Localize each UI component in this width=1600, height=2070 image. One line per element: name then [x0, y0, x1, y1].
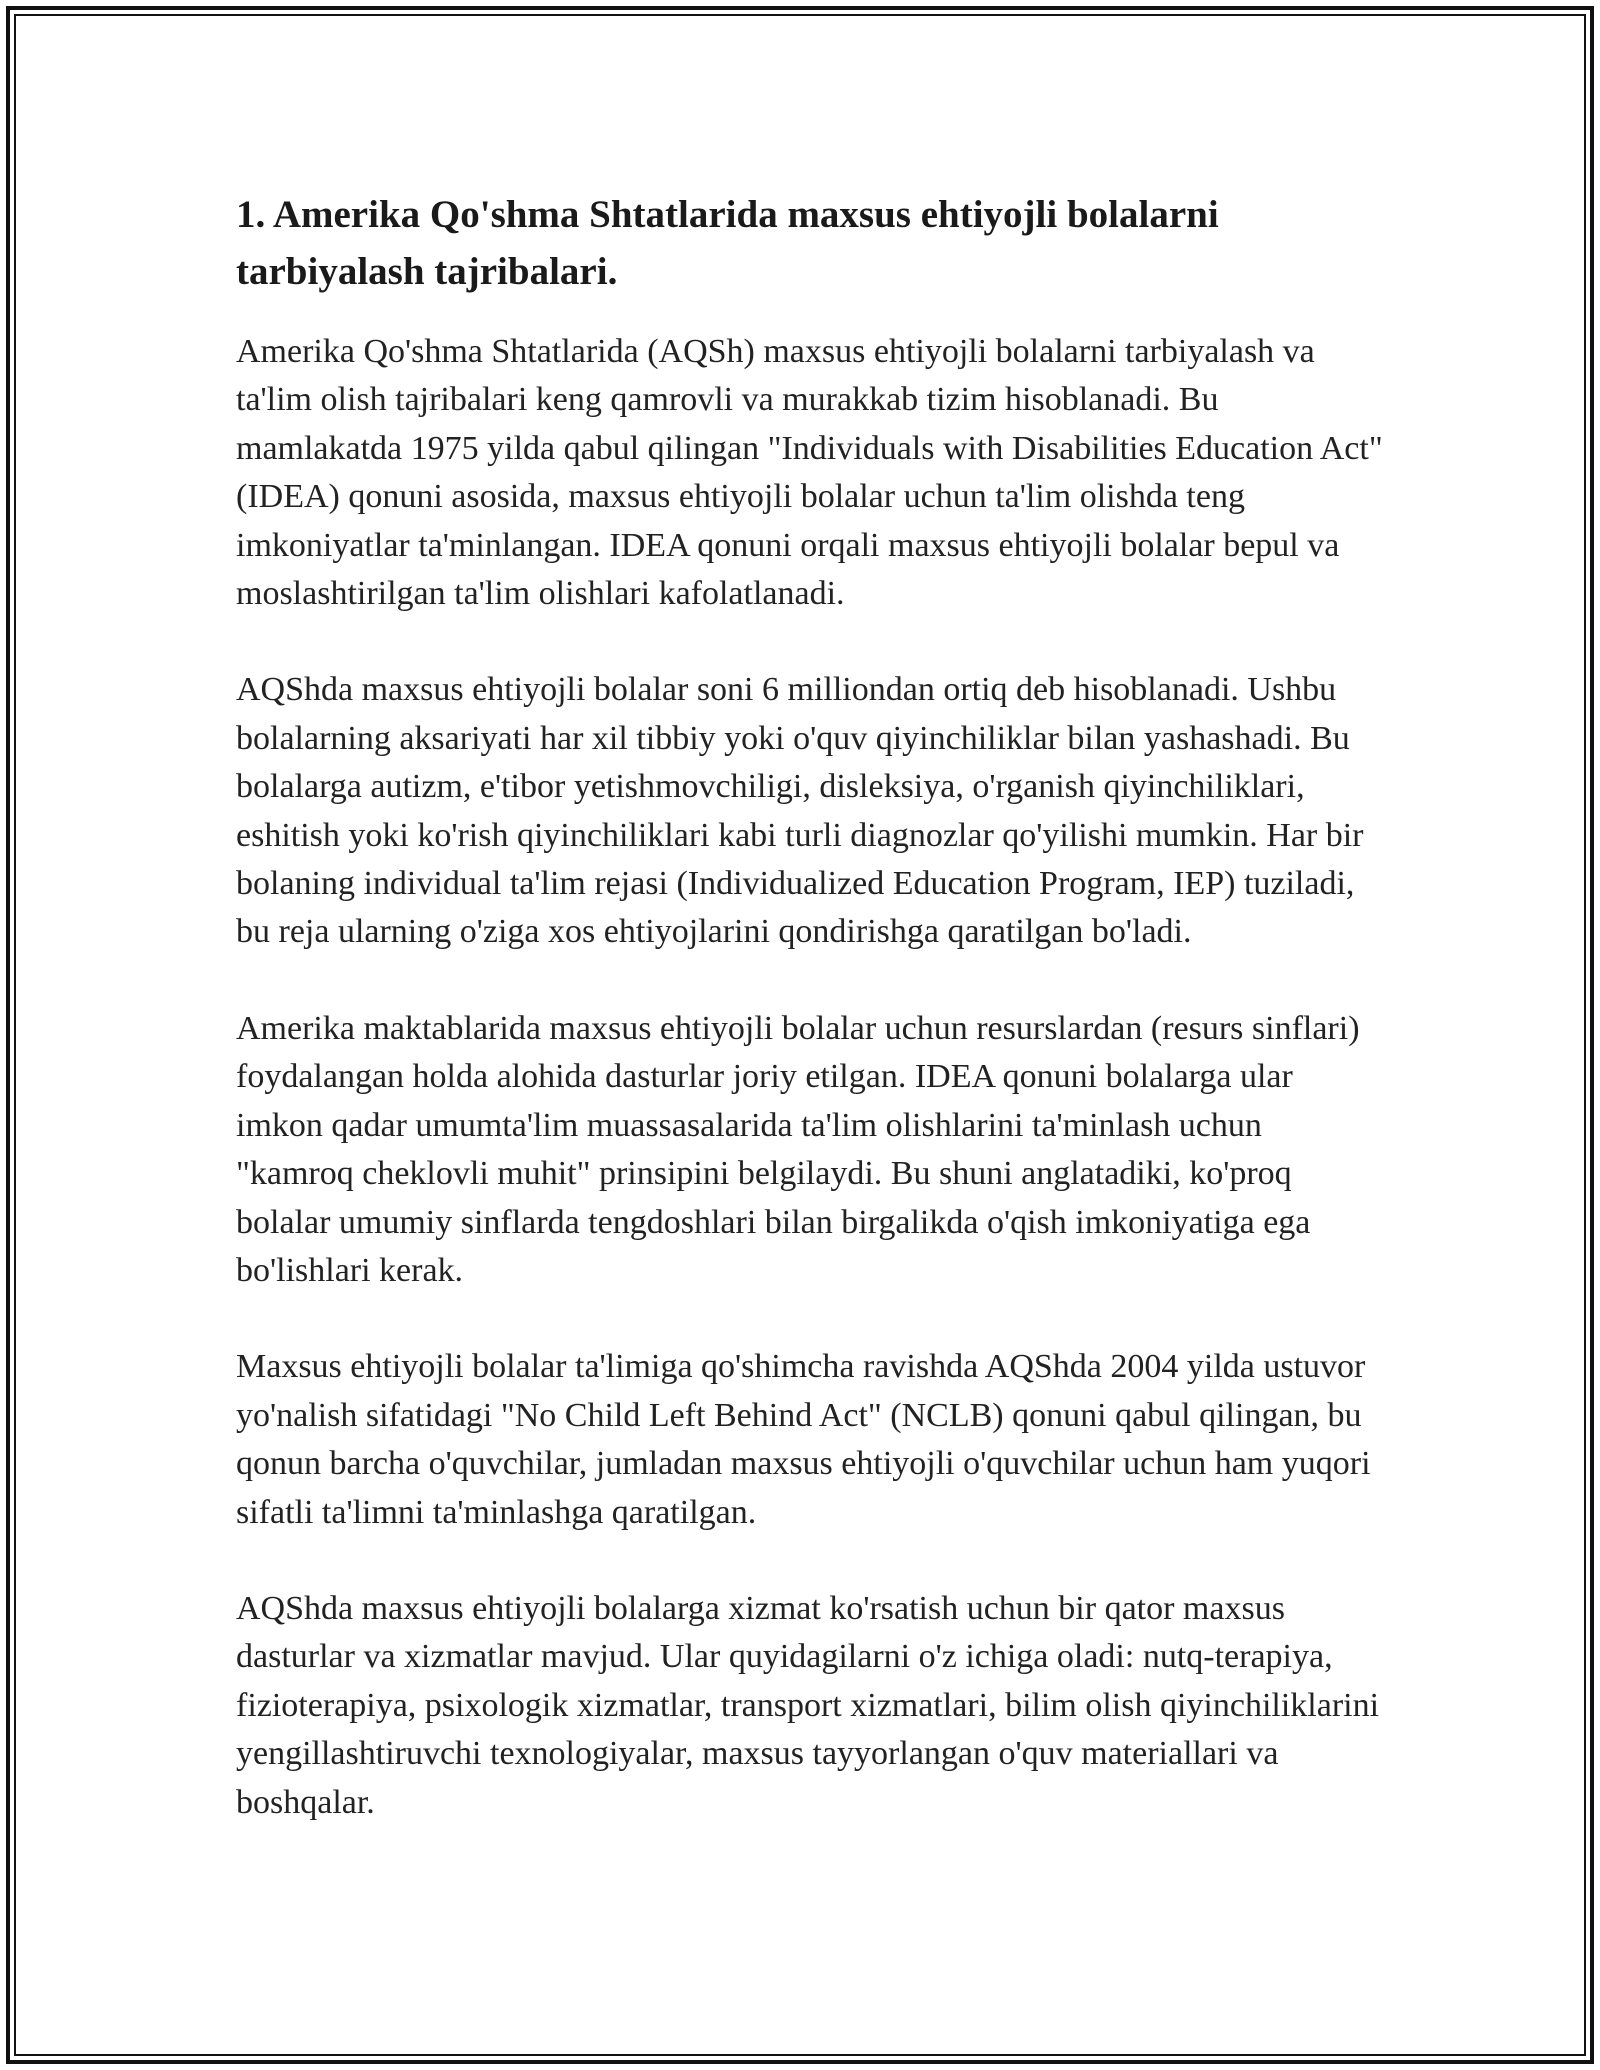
- section-heading: 1. Amerika Qo'shma Shtatlarida maxsus ehtiyojli bolalarni tarbiyalash tajribalari.: [236, 193, 1219, 293]
- paragraph-nclb: Maxsus ehtiyojli bolalar ta'limiga qo'shimcha ravishda AQShda 2004 yilda ustuvor yo'nalish sifatidagi "No Child Left Behind Act" (NCLB) qonuni qabul qilingan, bu qonun barcha o'quvchilar, jumladan maxsus ehtiyojli o'quvchilar uchun ham yuqori sifatli ta'limni ta'minlashga qaratilgan.: [236, 1348, 1371, 1531]
- paragraph-schools: Amerika maktablarida maxsus ehtiyojli bolalar uchun resurslardan (resurs sinflari) foydalangan holda alohida dasturlar joriy etilgan. IDEA qonuni bolalarga ular imkon qadar umumta'lim muassasalarida ta'lim olishlarini ta'minlash uchun "kamroq cheklovli muhit" prinsipini belgilaydi. Bu shuni anglatadiki, ko'proq bolalar umumiy sinflarda tengdoshlari bilan birgalikda o'qish imkoniyatiga ega bo'lishlari kerak.: [236, 1009, 1360, 1289]
- paragraph-statistics: AQShda maxsus ehtiyojli bolalar soni 6 milliondan ortiq deb hisoblanadi. Ushbu bolalarning aksariyati har xil tibbiy yoki o'quv qiyinchiliklar bilan yashashadi. Bu bolalarga autizm, e'tibor yetishmovchiligi, disleksiya, o'rganish qiyinchiliklari, eshitish yoki ko'rish qiyinchiliklari kabi turli diagnozlar qo'yilishi mumkin. Har bir bolaning individual ta'lim rejasi (Individualized Education Program, IEP) tuziladi, bu reja ularning o'ziga xos ehtiyojlarini qondirishga qaratilgan bo'ladi.: [236, 671, 1364, 951]
- document-body: [236, 186, 1386, 1827]
- paragraph-idea-overview: Amerika Qo'shma Shtatlarida (AQSh) maxsus ehtiyojli bolalarni tarbiyalash va ta'lim olish tajribalari keng qamrovli va murakkab tizim hisoblanadi. Bu mamlakatda 1975 yilda qabul qilingan "Individuals with Disabilities Education Act" (IDEA) qonuni asosida, maxsus ehtiyojli bolalar uchun ta'lim olishda teng imkoniyatlar ta'minlangan. IDEA qonuni orqali maxsus ehtiyojli bolalar bepul va moslashtirilgan ta'lim olishlari kafolatlanadi.: [236, 333, 1383, 613]
- paragraph-services: AQShda maxsus ehtiyojli bolalarga xizmat ko'rsatish uchun bir qator maxsus dasturlar va xizmatlar mavjud. Ular quyidagilarni o'z ichiga oladi: nutq-terapiya, fizioterapiya, psixologik xizmatlar, transport xizmatlari, bilim olish qiyinchiliklarini yengillashtiruvchi texnologiyalar, maxsus tayyorlangan o'quv materiallari va boshqalar.: [236, 1589, 1380, 1821]
